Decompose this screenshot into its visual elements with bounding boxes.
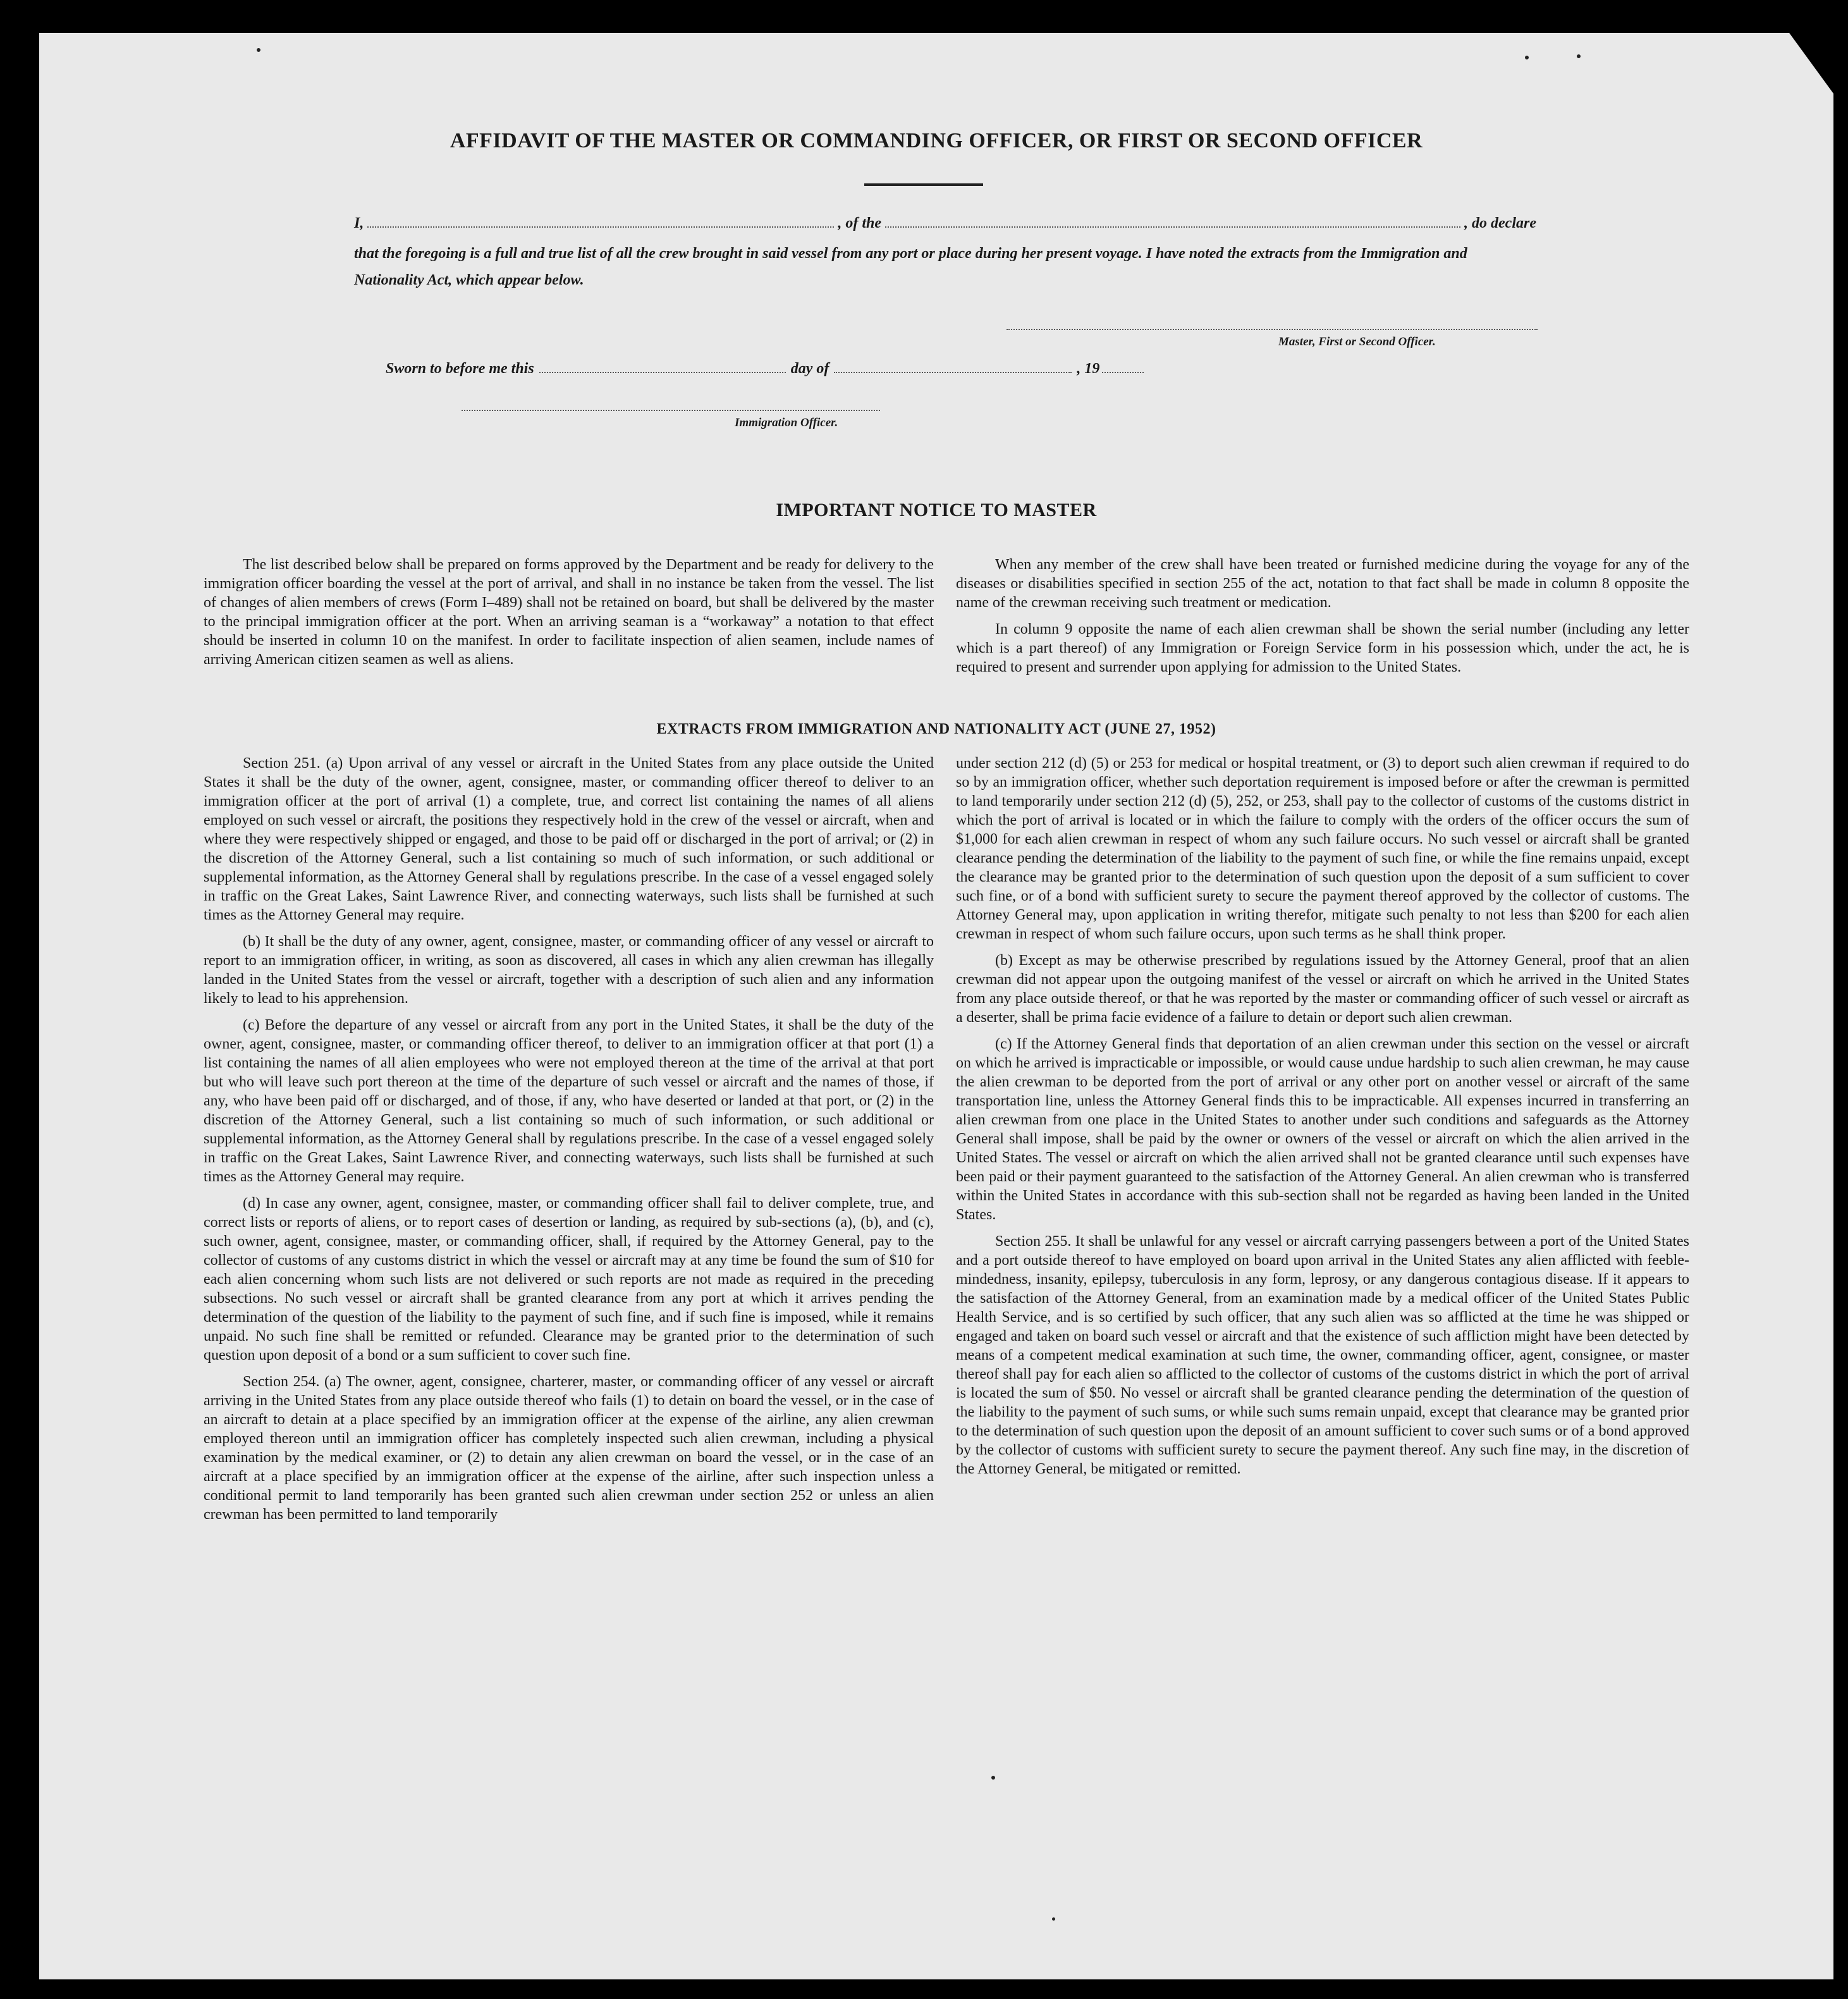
declaration-line [354,215,1536,232]
extracts-title: EXTRACTS FROM IMMIGRATION AND NATIONALITY ACT (JUNE 27, 1952) [656,721,1216,737]
affidavit-heading: AFFIDAVIT OF THE MASTER OR COMMANDING OFFICER, OR FIRST OR SECOND OFFICER [450,129,1423,152]
master-signature-label: Master, First or Second Officer. [1278,335,1436,348]
declaration-start: I, [354,215,364,231]
notice-paragraph: The list described below shall be prepared on forms approved by the Department and be ready for delivery to the immigration officer boarding the vessel at the port of arrival, and shall in no instance be taken from the vessel. The list of changes of alien members of crews (Form I–489) shall not be retained on board, but shall be delivered by the master to the principal immigration officer at the port. When an arriving seaman is a “workaway” a notation to that effect should be inserted in column 10 on the manifest. In order to facilitate inspection of alien seamen, include names of arriving American citizen seamen as well as aliens. [204,557,934,668]
form-page [39,33,1833,1979]
scan-speck [1052,1917,1055,1921]
vessel-blank[interactable] [885,215,1460,228]
master-signature-line[interactable] [1007,329,1538,330]
notice-paragraph: In column 9 opposite the name of each alien crewman shall be shown the serial number (including any letter which is a part thereof) of any Immigration or Foreign Service form in his possession which, under the act, he is required to present and surrender upon applying for admission to the United States. [956,621,1689,675]
sworn-day-of: day of [790,360,829,377]
notice-title: IMPORTANT NOTICE TO MASTER [776,500,1097,520]
officer-signature-label: Immigration Officer. [735,416,838,429]
scan-speck [1577,54,1581,58]
section-paragraph: (c) If the Attorney General finds that deportation of an alien crewman under this section on the vessel or aircraft on which he arrived is impracticable or impossible, or would cause undue hardship to such alien crewman, he may cause the alien crewman to be deported from the port of arrival or any other port on another vessel or aircraft of the same transportation line, unless the Attorney General finds this to be impracticable. All expenses incurred in transferring an alien crewman from one place in the United States to another under such conditions and safeguards as the Attorney General shall impose, shall be paid by the owner or owners of the vessel or aircraft on which the alien arrived in the United States. The vessel or aircraft on which the alien arrived shall not be granted clearance until such expenses have been paid or their payment guaranteed to the satisfaction of the Attorney General. An alien crewman who is transferred within the United States in accordance with this sub-section shall not be regarded as having been landed in the United States. [956,1036,1689,1223]
sworn-prefix: Sworn to before me this [386,360,534,377]
month-blank[interactable] [834,360,1072,373]
section-paragraph: (c) Before the departure of any vessel or aircraft from any port in the United States, it shall be the duty of the owner, agent, consignee, master, or commanding officer thereof, to deliver to an immigration officer at that port (1) a list containing the names of all alien employees who were not employed thereon at the time of the arrival at that port but who will leave such port thereon at the time of the departure of such vessel or aircraft and the names of those, if any, who have been paid off or discharged, and of those, if any, who have deserted or landed at that port, or (2) in the discretion of the Attorney General, such a list containing so much of such information, or such additional or supplemental information, as the Attorney General shall by regulations prescribe. In the case of a vessel engaged solely in traffic on the Great Lakes, Saint Lawrence River, and connecting waterways, such lists shall be furnished at such times as the Attorney General may require. [204,1017,934,1185]
extracts-left-column [204,754,934,1532]
section-paragraph: Section 251. (a) Upon arrival of any vessel or aircraft in the United States from any place outside the United States it shall be the duty of the owner, agent, consignee, master, or commanding officer thereof to deliver to an immigration officer at the port of arrival (1) a complete, true, and correct list containing the names of all aliens employed on such vessel or aircraft, the positions they respectively hold in the crew of the vessel or aircraft, when and where they were respectively shipped or engaged, and those to be paid off or discharged in the port of arrival; or (2) in the discretion of the Attorney General, such a list containing so much of such information, or such additional or supplemental information, as the Attorney General shall by regulations prescribe. In the case of a vessel engaged solely in traffic on the Great Lakes, Saint Lawrence River, and connecting waterways, such lists shall be furnished at such times as the Attorney General may require. [204,755,934,923]
section-paragraph: under section 212 (d) (5) or 253 for medical or hospital treatment, or (3) to deport such alien crewman if required to do so by an immigration officer, whether such deportation requirement is imposed before or after the crewman is permitted to land temporarily under section 212 (d) (5), 252, or 253, shall pay to the collector of customs of the customs district in which the port of arrival is located or in which the failure to comply with the orders of the officer occurs the sum of $1,000 for each alien crewman in respect of whom any such failure occurs. No such vessel or aircraft shall be granted clearance pending the determination of the liability to the payment of such fine, or while the fine remains unpaid, except the clearance may be granted prior to the determination of such question upon the deposit of a sum sufficient to cover such fine, or of a bond with sufficient surety to secure the payment thereof approved by the collector of customs. The Attorney General may, upon application in writing therefor, mitigate such penalty to not less than $200 for each alien crewman in respect of whom such failure occurs, upon such terms as he shall think proper. [956,755,1689,942]
extracts-right-column [956,754,1689,1486]
day-blank[interactable] [539,360,786,373]
notice-left-column [204,555,934,677]
sworn-line [386,360,1258,378]
officer-signature-line[interactable] [462,410,880,411]
sworn-year: , 19 [1077,360,1100,377]
declaration-end: , do declare [1464,215,1536,231]
section-paragraph: (d) In case any owner, agent, consignee, master, or commanding officer shall fail to deliver complete, true, and correct lists or reports of aliens, or to report cases of desertion or landing, as required by sub-sections (a), (b), and (c), such owner, agent, consignee, master, or commanding officer, shall, if required by the Attorney General, pay to the collector of customs of any customs district in which the vessel or aircraft may at any time be found the sum of $10 for each alien concerning whom such lists are not delivered or such reports are not made as required in the preceding subsections. No such vessel or aircraft shall be granted clearance from any port at which it arrives pending the determination of the question of the liability to the payment of such fine, and if such fine is imposed, while it remains unpaid. No such fine shall be remitted or refunded. Clearance may be granted prior to the determination of such question upon deposit of a bond or a sum sufficient to cover such fine. [204,1195,934,1363]
name-blank[interactable] [367,215,834,228]
scan-speck [991,1776,995,1780]
section-paragraph: Section 254. (a) The owner, agent, consignee, charterer, master, or commanding officer of any vessel or aircraft arriving in the United States from any place outside thereof who fails (1) to detain on board the vessel, or in the case of an aircraft to detain at a place specified by an immigration officer at the expense of the airline, any alien crewman employed thereon until an immigration officer has completely inspected such alien crewman, including a physical examination by the medical examiner, or (2) to detain any alien crewman on board the vessel, or in the case of an aircraft at a place specified by an immigration officer at the expense of the airline, after such inspection unless a conditional permit to land temporarily has been granted such alien crewman under section 252 or unless an alien crewman has been permitted to land temporarily [204,1374,934,1523]
scan-speck [1525,56,1529,59]
page-corner [1789,33,1833,94]
notice-right-column [956,555,1689,684]
section-paragraph: (b) It shall be the duty of any owner, agent, consignee, master, or commanding officer of any vessel or aircraft to report to an immigration officer, in writing, as soon as discovered, all cases in which any alien crewman has illegally landed in the United States from the vessel or aircraft, together with a description of such alien and any information likely to lead to his apprehension. [204,933,934,1007]
section-paragraph: (b) Except as may be otherwise prescribed by regulations issued by the Attorney General, proof that an alien crewman did not appear upon the outgoing manifest of the vessel or aircraft on which he arrived in the United States from any place outside thereof, or that he was reported by the master or commanding officer of such vessel or aircraft as a deserter, shall be prima facie evidence of a failure to detain or deport such alien crewman. [956,952,1689,1026]
year-blank[interactable] [1102,360,1144,373]
declaration-text: that the foregoing is a full and true list of all the crew brought in said vessel from any port or place during her present voyage. I have noted the extracts from the Immigration and Nationality Act, which appear below. [354,245,1467,288]
scan-speck [257,48,260,52]
notice-paragraph: When any member of the crew shall have been treated or furnished medicine during the voyage for any of the diseases or disabilities specified in section 255 of the act, notation to that fact shall be made in column 8 opposite the name of the crewman receiving such treatment or medication. [956,557,1689,611]
section-paragraph: Section 255. It shall be unlawful for any vessel or aircraft carrying passengers between a port of the United States and a port outside thereof to have employed on board upon arrival in the United States any alien afflicted with feeble-mindedness, insanity, epilepsy, tuberculosis in any form, leprosy, or any dangerous contagious disease. If it appears to the satisfaction of the Attorney General, from an examination made by a medical officer of the United States Public Health Service, and is so certified by such officer, that any such alien was so afflicted at the time he was shipped or engaged and taken on board such vessel or aircraft and that the existence of such affliction might have been detected by means of a competent medical examination at such time, the owner, commanding officer, agent, consignee, or master thereof shall pay for each alien so afflicted to the collector of customs of the customs district in which the port of arrival is located the sum of $50. No vessel or aircraft shall be granted clearance pending the determination of the question of the liability to the payment of such sums, or while such sums remain unpaid, except that clearance may be granted prior to the determination of such question upon the deposit of an amount sufficient to cover such sums or of a bond approved by the collector of customs with sufficient surety to secure the payment thereof. Any such fine may, in the discretion of the Attorney General, be mitigated or remitted. [956,1233,1689,1477]
declaration-mid: , of the [838,215,882,231]
heading-rule [864,183,983,186]
